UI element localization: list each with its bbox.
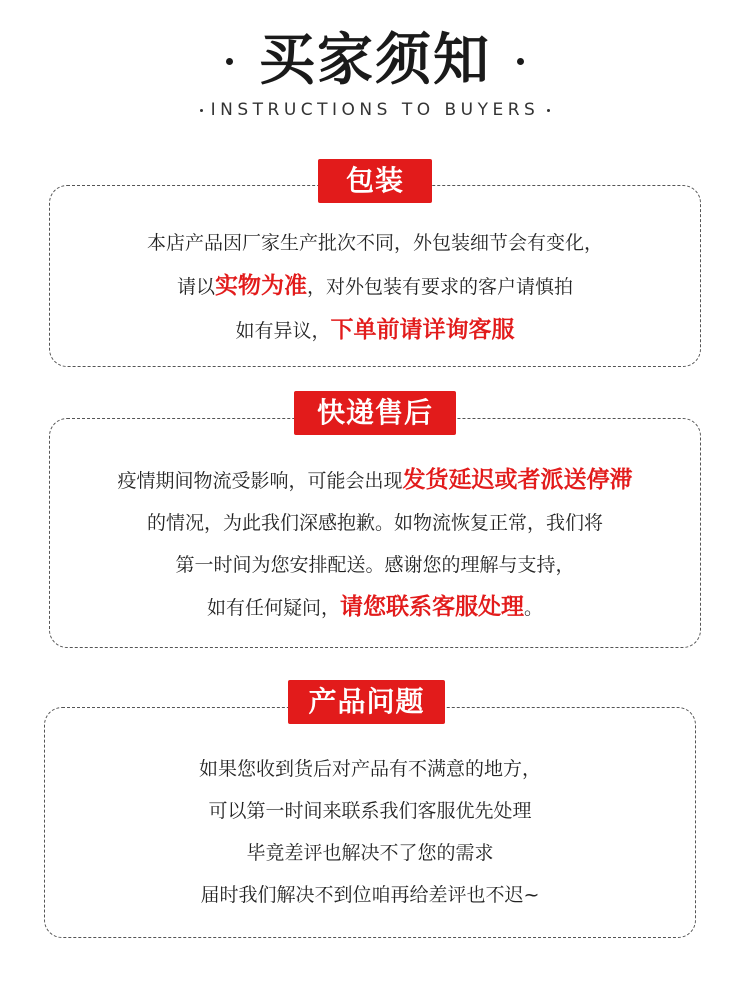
title-row <box>0 26 750 96</box>
body-text: 毕竟差评也解决不了您的需求 <box>246 842 494 864</box>
title-dot-right <box>517 58 524 65</box>
product-issues-tag: 产品问题 <box>288 680 445 724</box>
body-text: 的情况，为此我们深感抱歉。如物流恢复正常，我们将 <box>146 512 603 534</box>
text-line <box>45 748 695 790</box>
text-line <box>45 874 695 916</box>
packaging-text <box>50 222 700 353</box>
subtitle-dot-left <box>200 109 203 112</box>
body-text: 疫情期间物流受影响，可能会出现 <box>117 470 403 492</box>
shipping-tag: 快递售后 <box>294 391 456 435</box>
shipping-text <box>50 459 700 629</box>
page-title: 买家须知 <box>259 28 491 93</box>
text-line <box>50 502 700 544</box>
text-line <box>50 544 700 586</box>
body-text: ，对外包装有要求的客户请慎拍 <box>307 276 574 298</box>
highlight-text: 实物为准 <box>215 273 307 299</box>
text-line <box>50 459 700 502</box>
header <box>0 0 750 140</box>
highlight-text: 发货延迟或者派送停滞 <box>402 467 633 493</box>
highlight-text: 下单前请详询客服 <box>330 317 515 343</box>
body-text: 。 <box>524 597 544 619</box>
shipping-section <box>49 418 701 648</box>
packaging-section <box>49 185 701 367</box>
product-issues-section <box>44 707 696 938</box>
subtitle-dot-right <box>547 109 550 112</box>
text-line <box>45 832 695 874</box>
packaging-tag: 包装 <box>318 159 432 203</box>
subtitle-row <box>0 98 750 122</box>
body-text: 可以第一时间来联系我们客服优先处理 <box>208 800 532 822</box>
body-text: 本店产品因厂家生产批次不同，外包装细节会有变化， <box>146 232 603 254</box>
title-dot-left <box>226 58 233 65</box>
body-text: 第一时间为您安排配送。感谢您的理解与支持， <box>175 554 575 576</box>
body-text: 如果您收到货后对产品有不满意的地方， <box>198 758 541 780</box>
body-text: 如有异议， <box>235 320 331 342</box>
body-text: 请以 <box>176 276 215 298</box>
highlight-text: 请您联系客服处理 <box>340 594 524 620</box>
page-subtitle: INSTRUCTIONS TO BUYERS <box>210 100 540 120</box>
text-line <box>50 309 700 353</box>
product-issues-text <box>45 748 695 916</box>
text-line <box>50 265 700 309</box>
body-text: 届时我们解决不到位咱再给差评也不迟~ <box>200 884 540 906</box>
text-line <box>45 790 695 832</box>
text-line <box>50 586 700 629</box>
text-line <box>50 222 700 265</box>
body-text: 如有任何疑问， <box>206 597 340 619</box>
